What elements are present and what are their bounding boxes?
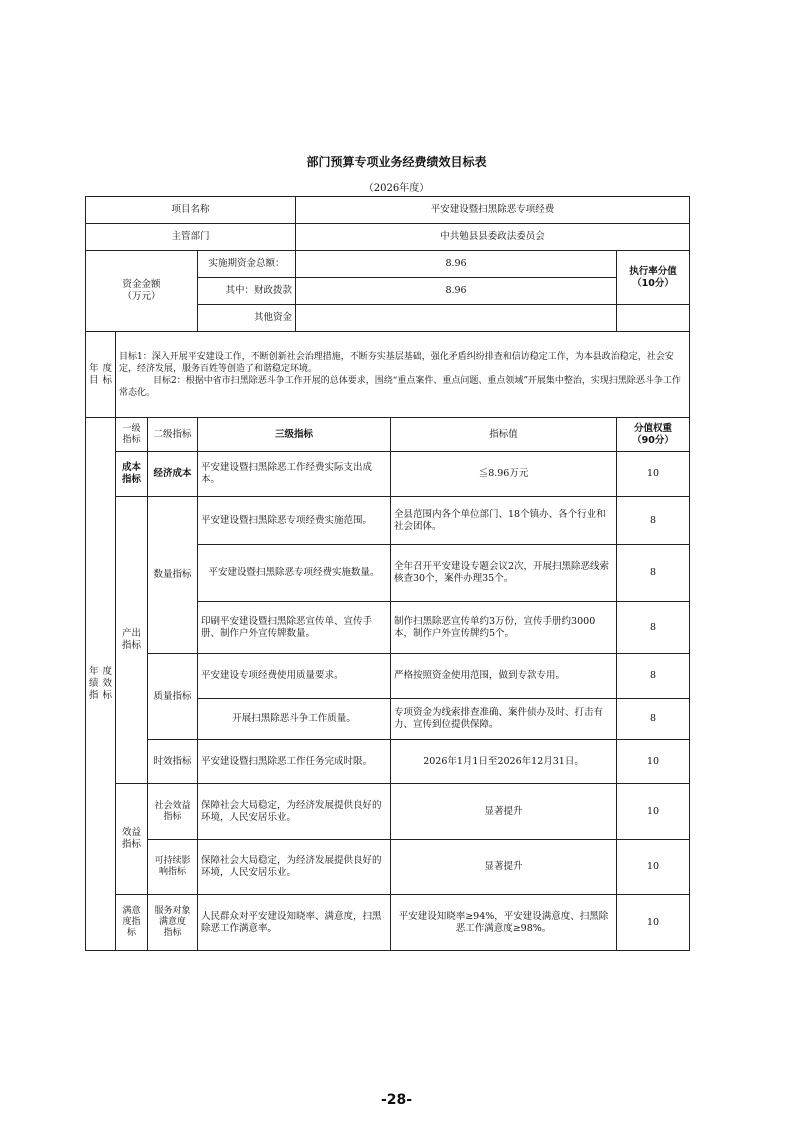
output-value: 全县范围内各个单位部门、18个镇办、各个行业和社会团体。	[391, 497, 617, 545]
quality-l2: 质量指标	[148, 654, 198, 740]
annual-goal-label	[86, 332, 116, 418]
satisfaction-weight: 10	[617, 895, 690, 951]
output-weight: 8	[617, 545, 690, 602]
output-value: 制作扫黑除恶宣传单约3万份，宣传手册约3000本，制作户外宣传牌约5个。	[391, 602, 617, 654]
side-label-char: 绩	[89, 678, 99, 689]
output-row	[86, 654, 690, 699]
output-l1: 产出 指标	[116, 497, 148, 784]
page-number: -28-	[380, 1092, 413, 1108]
benefit-l2: 社会效益 指标	[148, 784, 198, 840]
annual-goal-row	[86, 332, 690, 418]
benefit-value: 显著提升	[391, 784, 617, 840]
satisfaction-l2: 服务对象 满意度 指标	[148, 895, 198, 951]
funds-total-value: 8.96	[296, 251, 617, 278]
satisfaction-value: 平安建设知晓率≥94%，平安建设满意度、扫黑除恶工作满意度≥98%。	[391, 895, 617, 951]
output-value: 严格按照资金使用范围，做到专款专用。	[391, 654, 617, 699]
cost-l2: 经济成本	[148, 452, 198, 497]
side-label-char: 标	[102, 690, 112, 701]
annual-indicators-side-label	[86, 418, 116, 951]
annual-goal-1: 目标1：深入开展平安建设工作，不断创新社会治理措施，不断夯实基层基础，强化矛盾纠纷排查和信访稳定工作，为本县政治稳定，社会安定，经济发展，服务百姓等创造了和谐稳定环境。	[119, 351, 674, 374]
annual-goal-char: 标	[102, 374, 112, 386]
page-title: 部门预算专项业务经费绩效目标表	[306, 155, 487, 169]
side-label-char: 效	[102, 678, 112, 689]
output-weight: 8	[617, 699, 690, 740]
header-value: 指标值	[391, 418, 617, 452]
funds-label: 资金金额 （万元）	[86, 251, 198, 332]
header-level2: 二级指标	[148, 418, 198, 452]
project-name-value: 平安建设暨扫黑除恶专项经费	[296, 197, 690, 224]
performance-target-table	[85, 196, 690, 951]
benefit-value: 显著提升	[391, 840, 617, 895]
cost-l3: 平安建设暨扫黑除恶工作经费实际支出成本。	[198, 452, 391, 497]
timeliness-l2: 时效指标	[148, 740, 198, 784]
project-name-label: 项目名称	[86, 197, 296, 224]
benefit-l3: 保障社会大局稳定，为经济发展提供良好的环境，人民安居乐业。	[198, 784, 391, 840]
side-label-char: 指	[89, 690, 99, 701]
funds-other-value	[296, 305, 617, 332]
satisfaction-l3: 人民群众对平安建设知晓率、满意度，扫黑除恶工作满意率。	[198, 895, 391, 951]
output-l3: 平安建设专项经费使用质量要求。	[198, 654, 391, 699]
project-name-row	[86, 197, 690, 224]
annual-goal-char: 目	[89, 374, 99, 386]
satisfaction-l1: 满意 度指 标	[116, 895, 148, 951]
output-l3: 平安建设暨扫黑除恶工作任务完成时限。	[198, 740, 391, 784]
output-row	[86, 497, 690, 545]
department-value: 中共勉县县委政法委员会	[296, 224, 690, 251]
output-value: 全年召开平安建设专题会议2次，开展扫黑除恶线索核查30个，案件办理35个。	[391, 545, 617, 602]
annual-goal-char: 度	[102, 362, 112, 374]
output-value: 专项资金为线索排查准确、案件侦办及时、打击有力、宣传到位提供保障。	[391, 699, 617, 740]
benefit-weight: 10	[617, 784, 690, 840]
output-weight: 8	[617, 602, 690, 654]
benefit-l3: 保障社会大局稳定，为经济发展提供良好的环境，人民安居乐业。	[198, 840, 391, 895]
annual-goal-2: 目标2：根据中省市扫黑除恶斗争工作开展的总体要求，围绕“重点案件、重点问题、重点领域”开展集中整治，实现扫黑除恶斗争工作常态化。	[119, 375, 681, 398]
output-l3: 印刷平安建设暨扫黑除恶宣传单、宣传手册、制作户外宣传牌数量。	[198, 602, 391, 654]
benefit-row	[86, 840, 690, 895]
annual-goal-char: 年	[89, 362, 99, 374]
satisfaction-row	[86, 895, 690, 951]
header-level3: 三级指标	[198, 418, 391, 452]
header-weight: 分值权重 （90分）	[617, 418, 690, 452]
annual-goal-content	[116, 332, 690, 418]
funds-total-row	[86, 251, 690, 278]
benefit-l1: 效益 指标	[116, 784, 148, 895]
quantity-l2: 数量指标	[148, 497, 198, 654]
output-l3: 开展扫黑除恶斗争工作质量。	[198, 699, 391, 740]
benefit-l2: 可持续影 响指标	[148, 840, 198, 895]
funds-fiscal-value: 8.96	[296, 278, 617, 305]
side-label-char: 度	[102, 666, 112, 677]
fiscal-year: （2026年度）	[363, 183, 430, 194]
benefit-weight: 10	[617, 840, 690, 895]
output-value: 2026年1月1日至2026年12月31日。	[391, 740, 617, 784]
output-weight: 10	[617, 740, 690, 784]
header-level1: 一级 指标	[116, 418, 148, 452]
department-label: 主管部门	[86, 224, 296, 251]
execution-rate-label: 执行率分值 （10分）	[617, 251, 690, 305]
output-weight: 8	[617, 497, 690, 545]
cost-weight: 10	[617, 452, 690, 497]
department-row	[86, 224, 690, 251]
output-l3: 平安建设暨扫黑除恶专项经费实施数量。	[198, 545, 391, 602]
output-row	[86, 740, 690, 784]
indicator-header-row	[86, 418, 690, 452]
funds-total-label: 实施期资金总额：	[198, 251, 296, 278]
cost-indicator-row	[86, 452, 690, 497]
side-label-char: 年	[89, 666, 99, 677]
funds-other-blank	[617, 305, 690, 332]
funds-other-label: 其他资金	[198, 305, 296, 332]
cost-l1: 成本 指标	[116, 452, 148, 497]
benefit-row	[86, 784, 690, 840]
output-weight: 8	[617, 654, 690, 699]
output-l3: 平安建设暨扫黑除恶专项经费实施范围。	[198, 497, 391, 545]
cost-value: ≦8.96万元	[391, 452, 617, 497]
funds-fiscal-label: 其中：财政拨款	[198, 278, 296, 305]
